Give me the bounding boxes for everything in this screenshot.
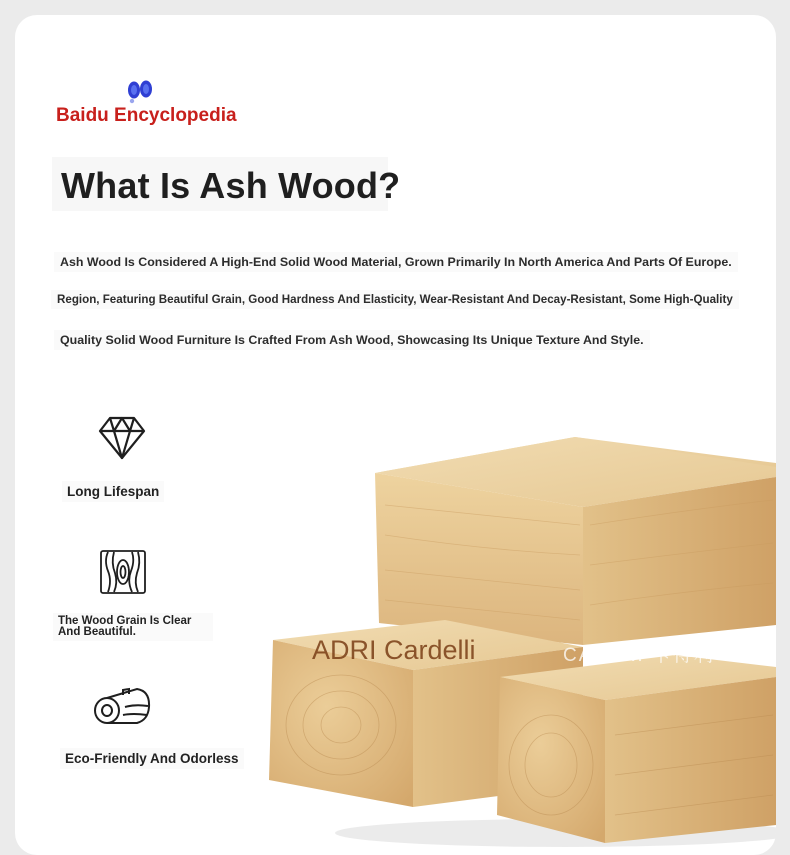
brand-block [48, 77, 238, 139]
wood-grain-icon [99, 549, 147, 595]
page-title: What Is Ash Wood? [61, 165, 401, 206]
title-box [52, 157, 401, 211]
log-icon [93, 685, 153, 727]
feature-label-eco-friendly: Eco-Friendly And Odorless [60, 748, 244, 769]
description-line-2: Region, Featuring Beautiful Grain, Good Hardness And Elasticity, Wear-Resistant And Decay-Resistant, Some High-Quality [51, 290, 739, 309]
diamond-icon [97, 415, 147, 461]
baidu-paw-icon [123, 79, 159, 107]
feature-label-long-lifespan: Long Lifespan [62, 481, 164, 502]
description-line-1: Ash Wood Is Considered A High-End Solid Wood Material, Grown Primarily In North America And Parts Of Europe. [54, 252, 738, 272]
description-line-3: Quality Solid Wood Furniture Is Crafted From Ash Wood, Showcasing Its Unique Texture And Style. [54, 330, 650, 350]
brand-name[interactable]: Baidu Encyclopedia [56, 105, 237, 126]
content-card [15, 15, 776, 855]
watermark-adri-cardelli: ADRI Cardelli [312, 635, 476, 665]
feature-label-wood-grain: The Wood Grain Is Clear And Beautiful. [53, 613, 213, 641]
watermark-caldri: CALDRI 卡得利 [563, 645, 715, 666]
